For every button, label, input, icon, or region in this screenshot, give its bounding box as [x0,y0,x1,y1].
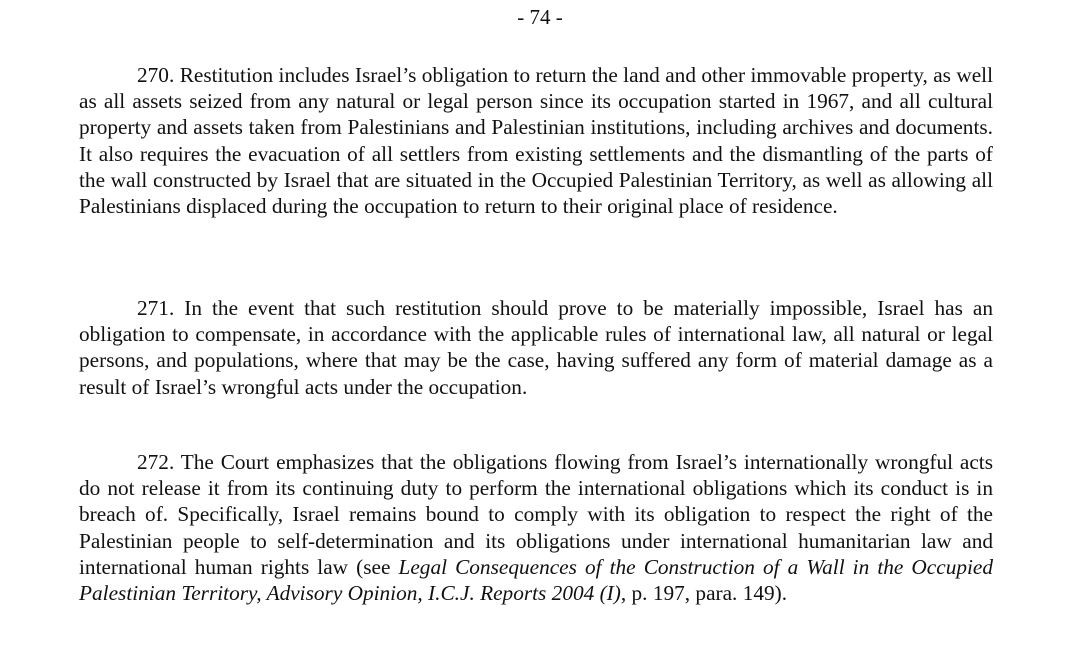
paragraph-text: The Court emphasizes that the obligations flowing from Israel’s internationally wrongful acts do not release it from its continuing duty to perform the international obligations which its conduct is in breach of. Specifically, Israel remains bound to comply with its obligation to respect the right of the Palestinian people to self-determination and its obligations under international humanitarian law and international human rights law (see [79,450,993,579]
paragraph-number: 272. [137,450,175,474]
page-number: - 74 - [517,5,563,29]
paragraph-number: 270. [137,63,175,87]
paragraph-text: Restitution includes Israel’s obligation to return the land and other immovable property, as well as all assets seized from any natural or legal person since its occupation started in 1967, and all cultural property and assets taken from Palestinians and Palestinian institutions, including archives and documents. It also requires the evacuation of all settlers from existing settlements and the dismantling of the parts of the wall constructed by Israel that are situated in the Occupied Palestinian Territory, as well as allowing all Palestinians displaced during the occupation to return to their original place of residence. [79,63,994,219]
paragraph-270 [79,62,993,219]
paragraph-271 [79,295,993,400]
paragraph-272 [79,449,993,606]
paragraph-text: In the event that such restitution should prove to be materially impossible, Israel has an obligation to compensate, in accordance with the applicable rules of international law, all natural or legal persons, and populations, where that may be the case, having suffered any form of material damage as a result of Israel’s wrongful acts under the occupation. [79,296,994,399]
case-citation: Legal Consequences of the Construction of a Wall in the Occupied Palestinian Territory, Advisory Opinion, I.C.J. Reports 2004 (I) [79,554,994,606]
citation-reference: , p. 197, para. 149). [620,581,788,606]
paragraph-number: 271. [137,296,175,320]
